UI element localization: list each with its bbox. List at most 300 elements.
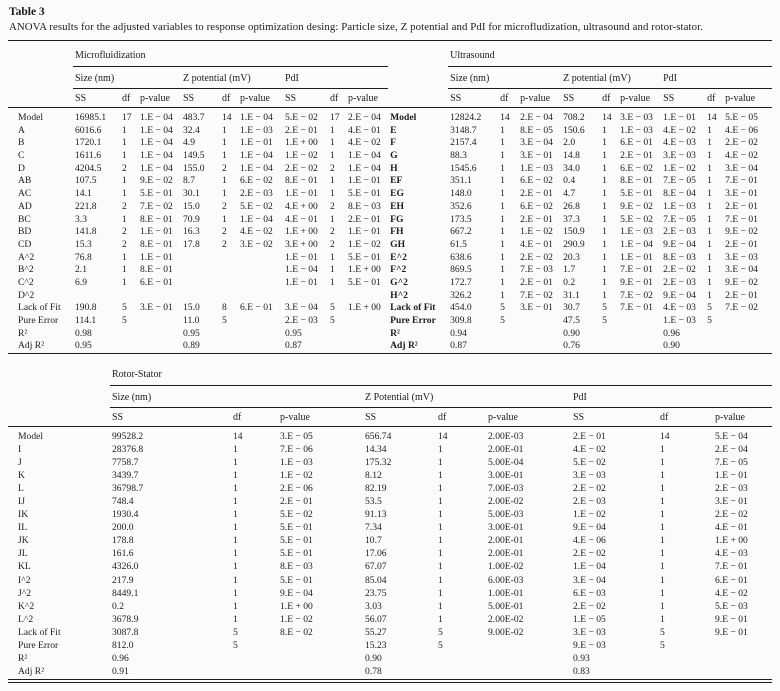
data-cell: 1	[707, 150, 712, 162]
data-cell: 2.E − 04	[715, 443, 748, 455]
table-row	[8, 302, 772, 315]
data-cell: 9.E − 03	[573, 640, 606, 651]
data-cell: 5	[438, 640, 443, 651]
column-header: p-value	[278, 407, 363, 426]
data-cell: 5	[438, 626, 443, 638]
data-cell	[138, 315, 181, 328]
data-cell: 3.E − 03	[725, 251, 758, 263]
table-row	[8, 188, 772, 201]
data-cell	[283, 289, 328, 302]
row-label: B	[18, 137, 25, 149]
data-cell: 5.E − 02	[280, 509, 313, 521]
data-cell: 5.E − 01	[620, 188, 653, 200]
data-cell: 1.E − 03	[240, 124, 273, 136]
group-header-rotor-stator: Rotor-Stator	[110, 360, 772, 386]
data-cell: 4.E − 03	[663, 137, 696, 149]
data-cell: 5.E − 04	[715, 430, 748, 442]
data-cell	[486, 666, 571, 681]
row-label: F^2	[390, 264, 407, 276]
data-cell: 638.6	[450, 251, 472, 263]
data-cell: 17	[122, 112, 132, 123]
data-cell: 2	[330, 200, 335, 212]
gap-cell	[388, 89, 448, 108]
row-label: EH	[390, 200, 404, 212]
data-cell	[220, 327, 238, 340]
data-cell: 0.98	[75, 327, 92, 339]
table-row	[8, 124, 772, 137]
data-cell	[713, 640, 772, 653]
data-cell: 8.E − 02	[280, 626, 313, 638]
row-label: IL	[18, 522, 28, 534]
data-cell: 3148.7	[450, 124, 477, 136]
data-cell: 1	[602, 162, 607, 174]
data-cell: 8.12	[365, 469, 382, 481]
data-cell: 352.6	[450, 200, 472, 212]
data-cell: 3.E − 03	[573, 626, 606, 638]
data-cell: 2.E − 01	[348, 213, 381, 225]
data-cell: 3.E − 04	[573, 574, 606, 586]
data-cell: 3.E − 03	[573, 469, 606, 481]
subgroup-header: Z Potential (mV)	[363, 385, 571, 407]
data-cell: 8.E − 01	[140, 264, 173, 276]
data-cell: 8.E − 05	[520, 124, 553, 136]
data-cell: 16.3	[183, 226, 200, 238]
data-cell: 1	[438, 482, 443, 494]
data-cell: 1	[500, 276, 505, 288]
data-cell: 2.E − 02	[573, 548, 606, 560]
data-cell: 14	[660, 430, 670, 442]
data-cell: 1	[500, 289, 505, 301]
data-cell	[220, 251, 238, 264]
data-cell: 7.E − 06	[280, 443, 313, 455]
row-label: H^2	[390, 289, 408, 301]
stub-cell	[8, 41, 73, 67]
data-cell: 8.E − 01	[140, 213, 173, 225]
data-cell: 9.E − 04	[280, 587, 313, 599]
data-cell	[346, 289, 388, 302]
data-cell: 0.95	[183, 327, 200, 339]
data-cell: 148.0	[450, 188, 472, 200]
subgroup-header: Z potential (mV)	[181, 67, 283, 89]
data-cell: 34.0	[563, 162, 580, 174]
data-cell: 1	[233, 535, 238, 547]
row-label: FH	[390, 226, 404, 238]
gap-cell	[388, 67, 448, 89]
data-cell: 1	[707, 264, 712, 276]
data-cell: 1	[707, 188, 712, 200]
data-cell: 61.5	[450, 238, 467, 250]
data-cell: 2.00E-01	[488, 548, 524, 560]
row-label: AD	[18, 200, 32, 212]
data-cell: 1	[602, 175, 607, 187]
data-cell: 2.E − 01	[573, 430, 606, 442]
row-label: Adj R²	[390, 340, 418, 352]
data-cell: 326.2	[450, 289, 472, 301]
data-cell: 5.E − 01	[348, 188, 381, 200]
stub-cell	[8, 385, 110, 407]
data-cell: 2157.4	[450, 137, 477, 149]
data-cell	[498, 327, 518, 340]
data-cell: 0.95	[285, 327, 302, 339]
data-cell: 1	[233, 548, 238, 560]
data-cell: 0.91	[112, 665, 129, 677]
column-header: df	[436, 407, 486, 426]
data-cell: 6.9	[75, 276, 87, 288]
data-cell: 2.E − 02	[520, 251, 553, 263]
data-cell: 8.E − 01	[140, 238, 173, 250]
row-label: K^2	[18, 600, 35, 612]
data-cell: 20.3	[563, 251, 580, 263]
data-cell: 5.E − 01	[140, 188, 173, 200]
table-row	[8, 443, 772, 456]
column-header: df	[231, 407, 278, 426]
row-label: J	[18, 456, 22, 468]
data-cell	[518, 315, 561, 328]
data-cell: 1	[707, 289, 712, 301]
data-cell: 2	[222, 200, 227, 212]
data-cell: 4.E − 02	[663, 124, 696, 136]
data-cell: 1	[602, 251, 607, 263]
data-cell: 5	[233, 640, 238, 651]
data-cell: 1.E − 01	[140, 251, 173, 263]
data-cell: 1.E − 04	[240, 150, 273, 162]
data-cell: 309.8	[450, 315, 472, 326]
table-row	[8, 264, 772, 277]
column-header: SS	[110, 407, 231, 426]
data-cell	[436, 653, 486, 666]
data-cell: 1	[438, 495, 443, 507]
data-cell: 17.8	[183, 238, 200, 250]
data-cell: 483.7	[183, 112, 205, 123]
data-cell: 5	[500, 302, 505, 314]
row-label: BC	[18, 213, 31, 225]
data-cell: 1	[438, 443, 443, 455]
data-cell: 99528.2	[112, 430, 144, 442]
data-cell: 150.6	[563, 124, 585, 136]
row-label: FG	[390, 213, 404, 225]
row-label: AC	[18, 188, 32, 200]
data-cell: 1	[222, 124, 227, 136]
data-cell: 1.E − 02	[573, 509, 606, 521]
data-cell: 1	[222, 150, 227, 162]
data-cell: 9.E − 02	[620, 200, 653, 212]
data-cell	[328, 289, 346, 302]
data-cell: 748.4	[112, 495, 134, 507]
row-label: Pure Error	[18, 640, 59, 651]
data-cell: 6.E − 01	[620, 137, 653, 149]
group-header-ultrasound: Ultrasound	[448, 41, 772, 67]
data-cell: 1	[438, 574, 443, 586]
data-cell: 37.3	[563, 213, 580, 225]
data-cell: 3.E − 01	[715, 495, 748, 507]
data-cell: 1720.1	[75, 137, 102, 149]
data-cell: 0.96	[663, 327, 680, 339]
data-cell: 1	[602, 226, 607, 238]
data-cell: 4.E − 06	[573, 535, 606, 547]
subgroup-header: Z potential (mV)	[561, 67, 661, 89]
subgroup-header: PdI	[283, 67, 388, 89]
data-cell	[518, 327, 561, 340]
data-cell: 1	[660, 587, 665, 599]
data-cell: 1	[330, 137, 335, 149]
data-cell	[138, 289, 181, 302]
data-cell: 3439.7	[112, 469, 139, 481]
data-cell: 1.E − 04	[573, 561, 606, 573]
data-cell: 1	[122, 124, 127, 136]
column-header-row	[8, 407, 772, 426]
data-cell: 6.E − 02	[520, 175, 553, 187]
data-cell	[238, 315, 283, 328]
data-cell: 1	[500, 124, 505, 136]
column-header: df	[600, 89, 618, 108]
data-cell: 1.E − 02	[280, 613, 313, 625]
data-cell: 5	[707, 302, 712, 314]
data-cell: 4.E − 01	[285, 213, 318, 225]
data-cell: 1.E + 00	[280, 600, 313, 612]
data-cell: 2.E − 04	[348, 112, 381, 123]
data-cell: 1	[122, 251, 127, 263]
data-cell: 4.E − 02	[348, 137, 381, 149]
table-row	[8, 108, 772, 125]
data-cell: 1	[330, 264, 335, 276]
row-label: K	[18, 469, 25, 481]
gap-cell	[388, 41, 448, 67]
data-cell: 4.E − 03	[663, 302, 696, 314]
column-header: p-value	[518, 89, 561, 108]
column-header: p-value	[618, 89, 661, 108]
data-cell: 1	[438, 548, 443, 560]
data-cell: 4.E − 06	[725, 124, 758, 136]
data-cell: 1	[602, 213, 607, 225]
row-label: Model	[18, 430, 44, 442]
data-cell: 1.E − 01	[663, 112, 696, 123]
data-cell: 85.04	[365, 574, 387, 586]
data-cell: 7.E − 01	[620, 302, 653, 314]
data-cell: 7758.7	[112, 456, 139, 468]
column-header: df	[120, 89, 138, 108]
data-cell: 5.00E-01	[488, 600, 524, 612]
data-cell: 1.E − 04	[620, 238, 653, 250]
data-cell: 4.7	[563, 188, 576, 200]
data-cell	[181, 251, 220, 264]
data-cell	[486, 653, 571, 666]
data-cell: 32.4	[183, 124, 200, 136]
data-cell: 1.E + 00	[715, 535, 748, 547]
data-cell: 1.E + 00	[285, 137, 318, 149]
data-cell: 1.E − 01	[715, 469, 748, 481]
table-row	[8, 277, 772, 290]
column-header: SS	[661, 89, 705, 108]
row-label: Adj R²	[18, 665, 45, 677]
data-cell: 4204.5	[75, 162, 102, 174]
data-cell	[238, 327, 283, 340]
data-cell: 1	[233, 482, 238, 494]
data-cell	[278, 653, 363, 666]
data-cell: 1	[602, 276, 607, 288]
data-cell: 15.0	[183, 302, 200, 314]
data-cell: 2.E − 01	[520, 276, 553, 288]
data-cell: 869.5	[450, 264, 472, 276]
data-cell: 6.E − 01	[715, 574, 748, 586]
data-cell: 14	[233, 430, 243, 442]
data-cell: 4.E − 03	[715, 548, 748, 560]
data-cell: 1.E − 03	[663, 315, 696, 326]
subgroup-header: PdI	[571, 385, 772, 407]
stub-cell	[8, 89, 73, 108]
row-label: E^2	[390, 251, 407, 263]
data-cell: 2	[122, 200, 127, 212]
data-cell: 1	[233, 469, 238, 481]
column-header: SS	[561, 89, 600, 108]
data-cell: 1	[330, 188, 335, 200]
data-cell: 1.E − 03	[620, 226, 653, 238]
data-cell: 5	[500, 315, 505, 326]
data-cell: 2.E − 02	[573, 482, 606, 494]
subgroup-header-row	[8, 67, 772, 89]
data-cell: 1	[660, 600, 665, 612]
data-cell: 0.95	[75, 340, 92, 352]
data-cell: 1	[233, 613, 238, 625]
data-cell: 47.5	[563, 315, 580, 326]
data-cell	[181, 264, 220, 277]
data-cell: 5	[122, 302, 127, 314]
data-cell: 1	[233, 522, 238, 534]
row-label: AB	[18, 175, 32, 187]
data-cell: 290.9	[563, 238, 585, 250]
anova-table-top	[8, 40, 772, 354]
data-cell: 1.E − 01	[240, 137, 273, 149]
row-label: IK	[18, 509, 29, 521]
data-cell: 3.E − 01	[520, 302, 553, 314]
data-cell: 1.7	[563, 264, 576, 276]
data-cell: 2.00E-03	[488, 430, 524, 442]
row-label: L^2	[18, 613, 34, 625]
data-cell: 3.E − 05	[280, 430, 313, 442]
table-row	[8, 456, 772, 469]
data-cell: 4.E − 01	[348, 124, 381, 136]
table-row	[8, 201, 772, 214]
data-cell: 7.E − 05	[715, 456, 748, 468]
row-label: H	[390, 162, 398, 174]
data-cell	[220, 264, 238, 277]
data-cell: 5.E − 01	[280, 548, 313, 560]
table-row	[8, 653, 772, 666]
group-header-row	[8, 41, 772, 67]
data-cell: 7.E − 05	[663, 213, 696, 225]
data-cell: 2.E − 01	[520, 213, 553, 225]
data-cell	[181, 289, 220, 302]
data-cell: 55.27	[365, 626, 387, 638]
data-cell: 6.E − 01	[140, 276, 173, 288]
column-header: p-value	[723, 89, 772, 108]
data-cell: 1.E − 04	[240, 112, 273, 123]
data-cell: 5	[660, 640, 665, 651]
table-row	[8, 239, 772, 252]
row-label: Model	[18, 112, 44, 123]
table-row	[8, 213, 772, 226]
data-cell: 1	[122, 175, 127, 187]
data-cell: 8.E − 01	[285, 175, 318, 187]
table-row	[8, 496, 772, 509]
data-cell: 1.E − 03	[620, 124, 653, 136]
data-cell: 1	[500, 238, 505, 250]
subgroup-header: PdI	[661, 67, 772, 89]
data-cell: 1	[660, 469, 665, 481]
data-cell: 1	[438, 456, 443, 468]
data-cell: 1	[500, 200, 505, 212]
data-cell: 1	[602, 150, 607, 162]
column-header: SS	[571, 407, 658, 426]
data-cell: 2	[122, 162, 127, 174]
data-cell: 2.1	[75, 264, 87, 276]
table-row	[8, 561, 772, 574]
data-cell: 2.E − 03	[573, 495, 606, 507]
data-cell	[181, 277, 220, 290]
data-cell: 1	[122, 188, 127, 200]
row-label: JL	[18, 548, 28, 560]
data-cell	[231, 666, 278, 681]
data-cell: 9.E − 01	[620, 276, 653, 288]
data-cell: 1.00E-01	[488, 587, 524, 599]
data-cell: 114.1	[75, 315, 97, 326]
table-row	[8, 426, 772, 443]
data-cell: 1	[707, 251, 712, 263]
data-cell: 3.E − 03	[663, 150, 696, 162]
data-cell: 11.0	[183, 315, 200, 326]
data-cell: 12824.2	[450, 112, 482, 123]
data-cell: 1	[222, 137, 227, 149]
row-label: CD	[18, 238, 32, 250]
data-cell: 1	[707, 162, 712, 174]
data-cell: 1.E − 01	[285, 188, 318, 200]
data-cell: 1	[500, 226, 505, 238]
data-cell: 5.E − 02	[285, 112, 318, 123]
table-row	[8, 327, 772, 340]
data-cell: 708.2	[563, 112, 585, 123]
data-cell: 1	[233, 456, 238, 468]
data-cell: 2.00E-02	[488, 613, 524, 625]
data-cell: 1.E − 04	[285, 264, 318, 276]
data-cell: 656.74	[365, 430, 392, 442]
data-cell: 1	[233, 495, 238, 507]
data-cell: 9.E − 02	[725, 276, 758, 288]
data-cell: 2.E − 01	[725, 289, 758, 301]
data-cell: 1.E − 02	[285, 150, 318, 162]
data-cell: 82.19	[365, 482, 387, 494]
data-cell: 88.3	[450, 150, 467, 162]
data-cell: 1.E − 05	[573, 613, 606, 625]
data-cell: 1.E − 04	[140, 162, 173, 174]
data-cell: 1	[233, 574, 238, 586]
data-cell: 1	[660, 495, 665, 507]
data-cell: 1	[660, 561, 665, 573]
data-cell: 1	[233, 509, 238, 521]
data-cell: 7.E − 02	[520, 289, 553, 301]
row-label: Lack of Fit	[18, 302, 61, 314]
data-cell: 1	[707, 226, 712, 238]
data-cell: 67.07	[365, 561, 387, 573]
data-cell: 1545.6	[450, 162, 477, 174]
data-cell	[723, 315, 772, 328]
row-label: EF	[390, 175, 403, 187]
data-cell: 2.E − 06	[280, 482, 313, 494]
data-cell: 4.E − 02	[240, 226, 273, 238]
data-cell: 9.E − 02	[725, 226, 758, 238]
data-cell	[138, 327, 181, 340]
data-cell: 36798.7	[112, 482, 144, 494]
data-cell: 1.E − 01	[348, 226, 381, 238]
data-cell: 5.E − 01	[280, 574, 313, 586]
